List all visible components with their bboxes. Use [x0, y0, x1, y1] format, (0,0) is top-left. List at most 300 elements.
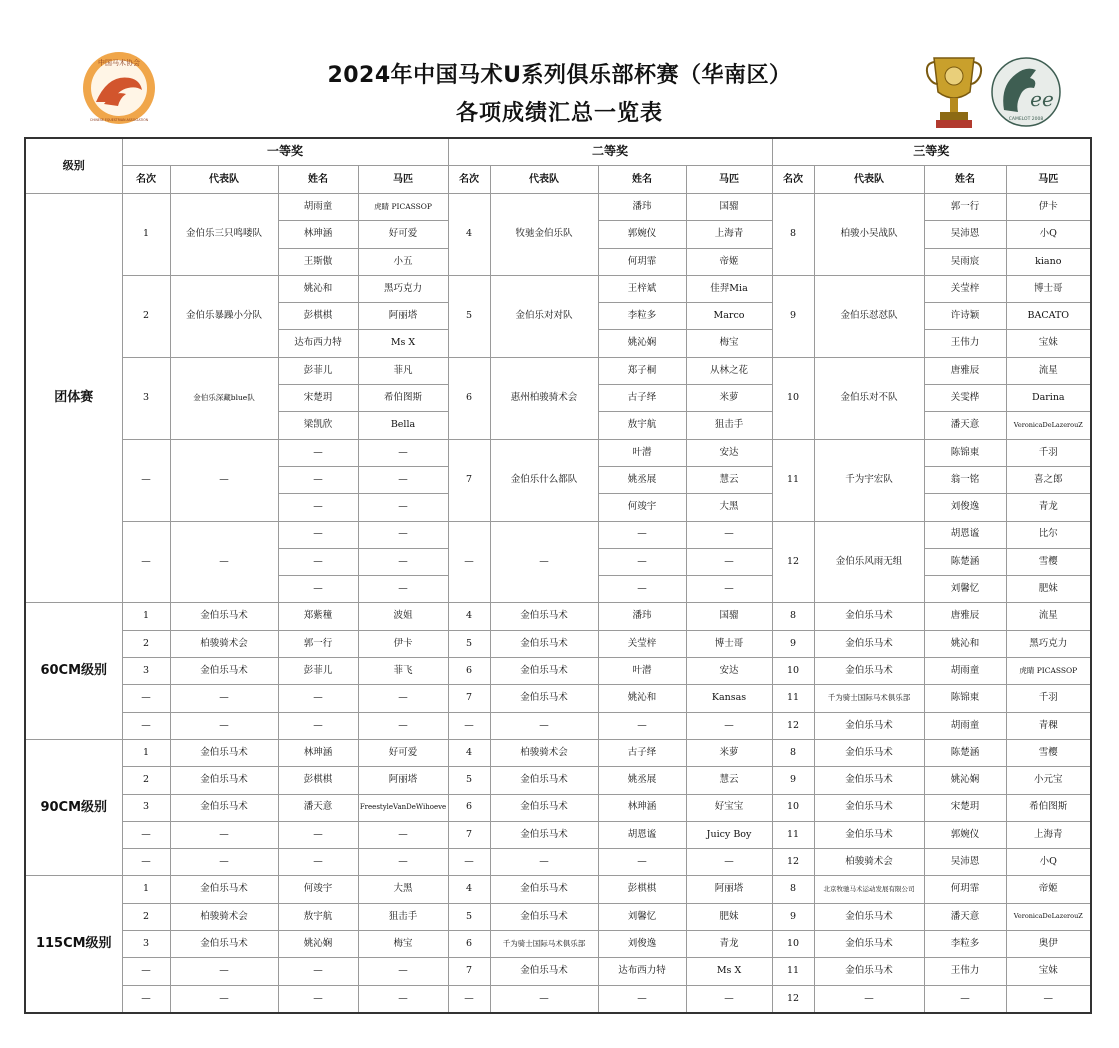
horse-name-cell: — — [686, 712, 772, 739]
team-cell: — — [170, 821, 278, 848]
level-label: 115CM级别 — [25, 876, 122, 1013]
rider-name-cell: — — [278, 439, 358, 466]
horse-name-cell: — — [358, 712, 448, 739]
rider-name-cell: 彭棋棋 — [598, 876, 686, 903]
rider-name-cell: 姚沁娴 — [598, 330, 686, 357]
horse-name-cell: 黑巧克力 — [1006, 630, 1091, 657]
horse-name-cell: 宝妹 — [1006, 958, 1091, 985]
rank-cell: 8 — [772, 603, 814, 630]
horse-name-cell: 大黑 — [686, 494, 772, 521]
horse-name-cell: 伊卡 — [358, 630, 448, 657]
rank-cell: 5 — [448, 903, 490, 930]
rank-cell: 10 — [772, 931, 814, 958]
second-prize-header: 二等奖 — [448, 138, 772, 166]
horse-name-cell: 菲飞 — [358, 658, 448, 685]
horse-name-cell: 菲凡 — [358, 357, 448, 384]
rank-cell: 10 — [772, 357, 814, 439]
rank-cell: — — [122, 849, 170, 876]
table-row — [25, 603, 1091, 630]
horse-name-cell: 帝姬 — [686, 248, 772, 275]
horse-name-cell: 米萝 — [686, 385, 772, 412]
horse-name-cell: 虎睛 PICASSOP — [1006, 658, 1091, 685]
team-cell: — — [170, 958, 278, 985]
rider-name-cell: — — [598, 548, 686, 575]
cea-logo-subtext: CHINESE EQUESTRIAN ASSOCIATION — [89, 118, 149, 122]
rider-name-cell: 宋楚玥 — [924, 794, 1006, 821]
horse-name-cell: — — [686, 548, 772, 575]
team-cell: 金伯乐深藏blue队 — [170, 357, 278, 439]
rider-name-cell: 唐雅辰 — [924, 603, 1006, 630]
team-cell: — — [490, 712, 598, 739]
rank-cell: 4 — [448, 194, 490, 276]
rider-name-cell: 何玥霏 — [924, 876, 1006, 903]
table-row — [25, 685, 1091, 712]
horse-name-cell: 雪樱 — [1006, 548, 1091, 575]
team-cell: 金伯乐马术 — [490, 630, 598, 657]
team-cell: 柏骏小吴战队 — [814, 194, 924, 276]
cea-logo-text: 中国马术协会 — [98, 59, 140, 67]
team-cell: 金伯乐马术 — [490, 876, 598, 903]
team-cell: 金伯乐对对队 — [490, 275, 598, 357]
rider-name-cell: — — [278, 521, 358, 548]
horse-name-cell: — — [358, 466, 448, 493]
subheader-team: 代表队 — [170, 166, 278, 194]
rider-name-cell: 郭一行 — [924, 194, 1006, 221]
team-cell: — — [170, 985, 278, 1013]
team-cell: 北京牧驰马术运动发展有限公司 — [814, 876, 924, 903]
rank-cell: — — [122, 685, 170, 712]
horse-name-cell: 博士哥 — [686, 630, 772, 657]
rider-name-cell: 何竣宇 — [278, 876, 358, 903]
table-row — [25, 876, 1091, 903]
table-row — [25, 439, 1091, 466]
rider-name-cell: 林珅涵 — [598, 794, 686, 821]
team-cell: — — [170, 712, 278, 739]
team-cell: 金伯乐马术 — [814, 821, 924, 848]
horse-name-cell: 喜之郎 — [1006, 466, 1091, 493]
team-cell: 金伯乐马术 — [814, 630, 924, 657]
horse-name-cell: 慧云 — [686, 466, 772, 493]
team-cell: — — [170, 439, 278, 521]
team-cell: — — [170, 521, 278, 603]
table-row — [25, 194, 1091, 221]
team-cell: 金伯乐马术 — [490, 658, 598, 685]
horse-name-cell: 流星 — [1006, 603, 1091, 630]
table-row — [25, 521, 1091, 548]
rider-name-cell: 李粒多 — [598, 303, 686, 330]
table-row — [25, 767, 1091, 794]
rider-name-cell: 达布西力特 — [598, 958, 686, 985]
horse-name-cell: 博士哥 — [1006, 275, 1091, 302]
team-cell: — — [490, 521, 598, 603]
rider-name-cell: 关莹梓 — [924, 275, 1006, 302]
table-row — [25, 658, 1091, 685]
rank-cell: 8 — [772, 876, 814, 903]
team-cell: 金伯乐暴躁小分队 — [170, 275, 278, 357]
table-row — [25, 739, 1091, 766]
horse-name-cell: 千羽 — [1006, 439, 1091, 466]
horse-name-cell: 上海青 — [686, 221, 772, 248]
rider-name-cell: 陈锦東 — [924, 439, 1006, 466]
team-cell: 金伯乐马术 — [490, 958, 598, 985]
horse-name-cell: 梅宝 — [358, 931, 448, 958]
team-cell: 金伯乐马术 — [490, 794, 598, 821]
rider-name-cell: 胡雨童 — [924, 658, 1006, 685]
rider-name-cell: 彭菲儿 — [278, 658, 358, 685]
subheader-horse: 马匹 — [358, 166, 448, 194]
rank-cell: 4 — [448, 739, 490, 766]
horse-name-cell: VeronicaDeLazerouZ — [1006, 903, 1091, 930]
horse-name-cell: 伊卡 — [1006, 194, 1091, 221]
rank-cell: 10 — [772, 794, 814, 821]
third-prize-header: 三等奖 — [772, 138, 1091, 166]
team-cell: — — [490, 849, 598, 876]
horse-name-cell: Ms X — [686, 958, 772, 985]
rank-cell: 1 — [122, 876, 170, 903]
rider-name-cell: — — [278, 958, 358, 985]
rider-name-cell: 敖宇航 — [278, 903, 358, 930]
rider-name-cell: 姚沁和 — [924, 630, 1006, 657]
camelot-logo-text: ee — [1030, 87, 1054, 111]
rider-name-cell: 刘俊逸 — [598, 931, 686, 958]
horse-name-cell: Ms X — [358, 330, 448, 357]
team-cell: 金伯乐马术 — [170, 603, 278, 630]
horse-name-cell: 雪樱 — [1006, 739, 1091, 766]
rider-name-cell: 梁凯欣 — [278, 412, 358, 439]
horse-name-cell: 好可爱 — [358, 739, 448, 766]
document-header — [0, 0, 1119, 136]
horse-name-cell: 慧云 — [686, 767, 772, 794]
rank-cell: 10 — [772, 658, 814, 685]
horse-name-cell: 波姐 — [358, 603, 448, 630]
rank-cell: 4 — [448, 876, 490, 903]
rider-name-cell: — — [278, 685, 358, 712]
team-cell: 金伯乐马术 — [170, 876, 278, 903]
team-cell: 金伯乐马术 — [814, 931, 924, 958]
team-cell: 金伯乐怼怼队 — [814, 275, 924, 357]
rider-name-cell: 胡恩谧 — [924, 521, 1006, 548]
rank-cell: — — [448, 985, 490, 1013]
horse-name-cell: BACATO — [1006, 303, 1091, 330]
table-row — [25, 985, 1091, 1013]
subheader-row — [25, 166, 1091, 194]
rider-name-cell: 陈锦東 — [924, 685, 1006, 712]
table-row — [25, 931, 1091, 958]
rank-cell: 2 — [122, 903, 170, 930]
table-row — [25, 903, 1091, 930]
team-cell: 金伯乐马术 — [490, 903, 598, 930]
rider-name-cell: 王伟力 — [924, 330, 1006, 357]
horse-name-cell: 虎睛 PICASSOP — [358, 194, 448, 221]
team-cell: 柏骏骑术会 — [814, 849, 924, 876]
rider-name-cell: 潘玮 — [598, 603, 686, 630]
rank-cell: 9 — [772, 630, 814, 657]
rank-cell: 7 — [448, 439, 490, 521]
horse-name-cell: — — [358, 821, 448, 848]
horse-name-cell: 青龙 — [1006, 494, 1091, 521]
rank-cell: — — [448, 849, 490, 876]
rider-name-cell: 胡雨童 — [924, 712, 1006, 739]
team-cell: 千为骑士国际马术俱乐部 — [490, 931, 598, 958]
horse-name-cell: 肥妹 — [686, 903, 772, 930]
rider-name-cell: 达布西力特 — [278, 330, 358, 357]
subheader-team: 代表队 — [490, 166, 598, 194]
rider-name-cell: 姚沁娴 — [924, 767, 1006, 794]
team-cell: 牧驰金伯乐队 — [490, 194, 598, 276]
subheader-rank: 名次 — [448, 166, 490, 194]
horse-name-cell: — — [358, 685, 448, 712]
rider-name-cell: — — [278, 712, 358, 739]
team-cell: 金伯乐马术 — [814, 958, 924, 985]
table-row — [25, 275, 1091, 302]
rank-cell: — — [122, 439, 170, 521]
rider-name-cell: 吴雨宸 — [924, 248, 1006, 275]
horse-name-cell: VeronicaDeLazerouZ — [1006, 412, 1091, 439]
rider-name-cell: — — [924, 985, 1006, 1013]
rider-name-cell: 郭一行 — [278, 630, 358, 657]
team-cell: 金伯乐马术 — [814, 603, 924, 630]
rider-name-cell: 王斯傲 — [278, 248, 358, 275]
horse-name-cell: 小Q — [1006, 221, 1091, 248]
horse-name-cell: 狙击手 — [358, 903, 448, 930]
horse-name-cell: 流星 — [1006, 357, 1091, 384]
team-cell: 柏骏骑术会 — [170, 630, 278, 657]
camelot-horse-logo-icon — [990, 56, 1062, 128]
horse-name-cell: 佳羿Mia — [686, 275, 772, 302]
horse-name-cell: 小Q — [1006, 849, 1091, 876]
team-cell: 金伯乐马术 — [170, 767, 278, 794]
team-cell: 金伯乐马术 — [170, 931, 278, 958]
horse-name-cell: 米萝 — [686, 739, 772, 766]
rider-name-cell: — — [278, 985, 358, 1013]
rider-name-cell: — — [278, 821, 358, 848]
horse-name-cell: — — [1006, 985, 1091, 1013]
rank-cell: 7 — [448, 685, 490, 712]
rank-cell: 3 — [122, 794, 170, 821]
team-cell: 金伯乐什么都队 — [490, 439, 598, 521]
horse-name-cell: FreestyleVanDeWihoeve — [358, 794, 448, 821]
team-cell: 金伯乐马术 — [814, 739, 924, 766]
document-title: 2024年中国马术U系列俱乐部杯赛（华南区） — [327, 63, 792, 88]
horse-name-cell: — — [358, 439, 448, 466]
rider-name-cell: — — [278, 494, 358, 521]
team-cell: 金伯乐马术 — [170, 794, 278, 821]
horse-name-cell: kiano — [1006, 248, 1091, 275]
rider-name-cell: 刘俊逸 — [924, 494, 1006, 521]
rank-cell: — — [122, 958, 170, 985]
rider-name-cell: 叶潜 — [598, 439, 686, 466]
table-row — [25, 630, 1091, 657]
rider-name-cell: 关莹梓 — [598, 630, 686, 657]
team-cell: 金伯乐对不队 — [814, 357, 924, 439]
horse-name-cell: 黑巧克力 — [358, 275, 448, 302]
horse-name-cell: 青稞 — [1006, 712, 1091, 739]
team-cell: 千为骑士国际马术俱乐部 — [814, 685, 924, 712]
rank-cell: 6 — [448, 794, 490, 821]
rider-name-cell: 潘天意 — [924, 412, 1006, 439]
team-cell: 柏骏骑术会 — [490, 739, 598, 766]
horse-name-cell: 小五 — [358, 248, 448, 275]
rank-cell: 7 — [448, 821, 490, 848]
rank-cell: 5 — [448, 275, 490, 357]
subheader-horse: 马匹 — [686, 166, 772, 194]
rider-name-cell: 潘天意 — [278, 794, 358, 821]
rider-name-cell: 李粒多 — [924, 931, 1006, 958]
rank-cell: 7 — [448, 958, 490, 985]
rider-name-cell: 彭棋棋 — [278, 303, 358, 330]
rank-cell: 2 — [122, 275, 170, 357]
rank-cell: 1 — [122, 603, 170, 630]
team-cell: 金伯乐风雨无组 — [814, 521, 924, 603]
rider-name-cell: 彭棋棋 — [278, 767, 358, 794]
table-row — [25, 821, 1091, 848]
rider-name-cell: 姚丞展 — [598, 466, 686, 493]
team-cell: 惠州柏骏骑术会 — [490, 357, 598, 439]
team-cell: 金伯乐马术 — [170, 739, 278, 766]
document-subtitle: 各项成绩汇总一览表 — [455, 101, 663, 126]
rank-cell: 5 — [448, 767, 490, 794]
horse-name-cell: 希伯图斯 — [358, 385, 448, 412]
rank-cell: 8 — [772, 739, 814, 766]
horse-name-cell: — — [358, 576, 448, 603]
rider-name-cell: 翁一铭 — [924, 466, 1006, 493]
horse-name-cell: 小元宝 — [1006, 767, 1091, 794]
rank-cell: 4 — [448, 603, 490, 630]
rider-name-cell: 潘天意 — [924, 903, 1006, 930]
rider-name-cell: 林珅涵 — [278, 739, 358, 766]
horse-name-cell: 阿丽塔 — [358, 767, 448, 794]
horse-name-cell: — — [686, 521, 772, 548]
subheader-horse: 马匹 — [1006, 166, 1091, 194]
rank-cell: — — [448, 521, 490, 603]
horse-name-cell: 国骝 — [686, 194, 772, 221]
team-cell: 柏骏骑术会 — [170, 903, 278, 930]
rider-name-cell: 郭婉仪 — [598, 221, 686, 248]
rider-name-cell: — — [278, 466, 358, 493]
rank-cell: 9 — [772, 275, 814, 357]
rider-name-cell: 彭菲儿 — [278, 357, 358, 384]
team-cell: — — [490, 985, 598, 1013]
rank-cell: 9 — [772, 903, 814, 930]
rank-cell: 8 — [772, 194, 814, 276]
rank-cell: 12 — [772, 521, 814, 603]
horse-name-cell: 安达 — [686, 439, 772, 466]
rider-name-cell: — — [598, 521, 686, 548]
subheader-name: 姓名 — [924, 166, 1006, 194]
rank-cell: 11 — [772, 439, 814, 521]
rider-name-cell: 唐雅辰 — [924, 357, 1006, 384]
rider-name-cell: — — [598, 849, 686, 876]
subheader-name: 姓名 — [598, 166, 686, 194]
horse-name-cell: 千羽 — [1006, 685, 1091, 712]
horse-name-cell: 青龙 — [686, 931, 772, 958]
horse-name-cell: 从林之花 — [686, 357, 772, 384]
rider-name-cell: 古子绎 — [598, 739, 686, 766]
rank-cell: 6 — [448, 931, 490, 958]
rider-name-cell: — — [598, 712, 686, 739]
rider-name-cell: 胡雨童 — [278, 194, 358, 221]
rider-name-cell: — — [278, 849, 358, 876]
team-cell: 金伯乐马术 — [490, 603, 598, 630]
team-cell: 金伯乐马术 — [490, 821, 598, 848]
horse-name-cell: 好可爱 — [358, 221, 448, 248]
horse-name-cell: Bella — [358, 412, 448, 439]
horse-name-cell: — — [686, 576, 772, 603]
rank-cell: — — [122, 821, 170, 848]
team-cell: — — [170, 849, 278, 876]
rider-name-cell: 郑子桐 — [598, 357, 686, 384]
team-cell: — — [170, 685, 278, 712]
horse-name-cell: 比尔 — [1006, 521, 1091, 548]
horse-name-cell: 狙击手 — [686, 412, 772, 439]
rider-name-cell: 叶潜 — [598, 658, 686, 685]
rider-name-cell: 姚沁和 — [278, 275, 358, 302]
horse-name-cell: — — [358, 985, 448, 1013]
rider-name-cell: 宋楚玥 — [278, 385, 358, 412]
table-row — [25, 849, 1091, 876]
rider-name-cell: 王梓斌 — [598, 275, 686, 302]
horse-name-cell: — — [358, 521, 448, 548]
rank-cell: 11 — [772, 821, 814, 848]
rank-cell: — — [122, 712, 170, 739]
rank-cell: 6 — [448, 357, 490, 439]
rider-name-cell: 郭婉仪 — [924, 821, 1006, 848]
results-table — [24, 137, 1092, 1014]
rider-name-cell: 许诗颖 — [924, 303, 1006, 330]
rank-cell: 3 — [122, 658, 170, 685]
rider-name-cell: 郑紫穜 — [278, 603, 358, 630]
team-cell: 金伯乐马术 — [814, 712, 924, 739]
horse-name-cell: 好宝宝 — [686, 794, 772, 821]
horse-name-cell: 肥妹 — [1006, 576, 1091, 603]
rank-cell: 3 — [122, 357, 170, 439]
team-cell: 金伯乐马术 — [814, 903, 924, 930]
rank-cell: 1 — [122, 194, 170, 276]
rider-name-cell: — — [598, 985, 686, 1013]
horse-name-cell: Darina — [1006, 385, 1091, 412]
rank-cell: 2 — [122, 630, 170, 657]
rank-cell: — — [122, 521, 170, 603]
horse-name-cell: 梅宝 — [686, 330, 772, 357]
table-row — [25, 958, 1091, 985]
rider-name-cell: 古子绎 — [598, 385, 686, 412]
table-row — [25, 794, 1091, 821]
rider-name-cell: 陈楚涵 — [924, 548, 1006, 575]
rider-name-cell: 姚沁和 — [598, 685, 686, 712]
horse-name-cell: 奥伊 — [1006, 931, 1091, 958]
rank-cell: 11 — [772, 958, 814, 985]
rank-cell: — — [448, 712, 490, 739]
rider-name-cell: 胡恩谧 — [598, 821, 686, 848]
horse-name-cell: Marco — [686, 303, 772, 330]
first-prize-header: 一等奖 — [122, 138, 448, 166]
horse-name-cell: 国骝 — [686, 603, 772, 630]
rider-name-cell: — — [598, 576, 686, 603]
horse-name-cell: 大黑 — [358, 876, 448, 903]
subheader-team: 代表队 — [814, 166, 924, 194]
team-cell: — — [814, 985, 924, 1013]
horse-name-cell: — — [686, 849, 772, 876]
rank-cell: 1 — [122, 739, 170, 766]
rank-cell: 2 — [122, 767, 170, 794]
rider-name-cell: 林珅涵 — [278, 221, 358, 248]
rank-cell: 9 — [772, 767, 814, 794]
horse-name-cell: Juicy Boy — [686, 821, 772, 848]
rider-name-cell: 王伟力 — [924, 958, 1006, 985]
rank-cell: 11 — [772, 685, 814, 712]
rider-name-cell: 敖宇航 — [598, 412, 686, 439]
level-label: 90CM级别 — [25, 739, 122, 875]
